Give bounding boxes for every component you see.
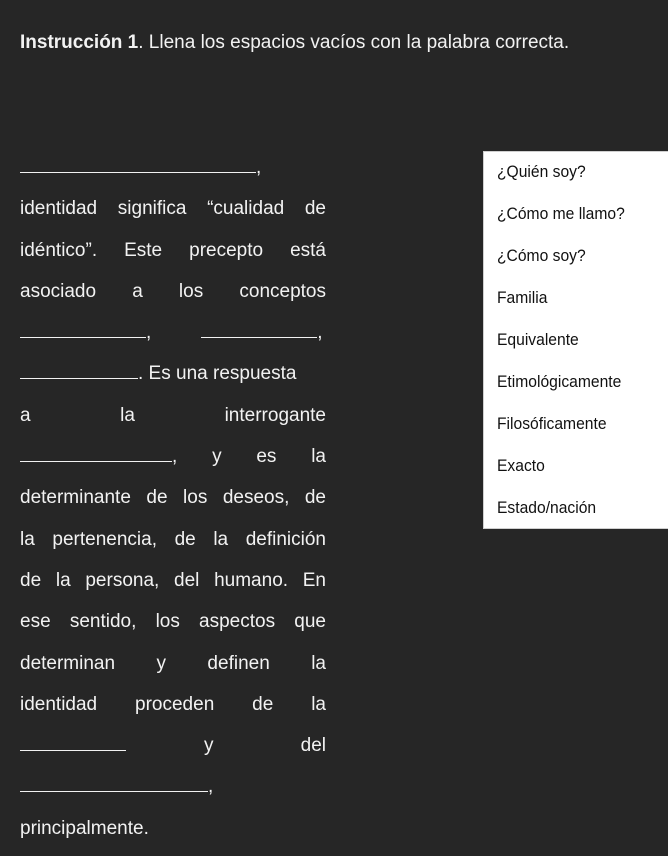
passage-line: , bbox=[20, 154, 326, 195]
passage-line: de la persona, del humano. En bbox=[20, 569, 326, 591]
passage-line: idéntico”. Este precepto está bbox=[20, 239, 326, 261]
word-bank bbox=[483, 151, 668, 529]
passage-line: determinan y definen la bbox=[20, 652, 326, 674]
passage-line: y del bbox=[20, 732, 326, 773]
word-bank-item[interactable]: Exacto bbox=[497, 456, 545, 475]
word-bank-item[interactable]: Filosóficamente bbox=[497, 414, 607, 433]
blank-2[interactable] bbox=[20, 321, 146, 338]
passage-line: la pertenencia, de la definición bbox=[20, 528, 326, 550]
word-bank-item[interactable]: ¿Cómo me llamo? bbox=[497, 204, 625, 223]
passage-line: determinante de los deseos, de bbox=[20, 487, 326, 509]
blank-1[interactable] bbox=[20, 156, 256, 173]
passage-line: principalmente. bbox=[20, 817, 149, 839]
word-bank-item[interactable]: Estado/nación bbox=[497, 498, 597, 517]
word-bank-item[interactable]: Familia bbox=[497, 288, 548, 307]
word-bank-item[interactable]: Equivalente bbox=[497, 330, 579, 349]
passage-line: asociado a los conceptos bbox=[20, 280, 326, 302]
word-bank-item[interactable]: ¿Quién soy? bbox=[497, 162, 586, 181]
blank-6[interactable] bbox=[20, 734, 126, 751]
passage-line: , , bbox=[20, 319, 326, 360]
passage-line: , y es la bbox=[20, 443, 326, 484]
instruction-text: . Llena los espacios vacíos con la palabra correcta. bbox=[138, 32, 570, 53]
fill-in-passage bbox=[20, 154, 326, 856]
instruction bbox=[20, 22, 580, 63]
passage-line: , bbox=[20, 773, 326, 814]
instruction-label: Instrucción 1 bbox=[20, 32, 139, 53]
blank-5[interactable] bbox=[20, 445, 172, 462]
blank-3[interactable] bbox=[201, 321, 317, 338]
passage-line: a la interrogante bbox=[20, 404, 326, 426]
passage-line: identidad significa “cualidad de bbox=[20, 198, 326, 220]
word-bank-item[interactable]: Etimológicamente bbox=[497, 372, 622, 391]
passage-line: . Es una respuesta bbox=[20, 360, 326, 401]
passage-line: ese sentido, los aspectos que bbox=[20, 611, 326, 633]
word-bank-item[interactable]: ¿Cómo soy? bbox=[497, 246, 586, 265]
blank-4[interactable] bbox=[20, 362, 138, 379]
blank-7[interactable] bbox=[20, 775, 208, 792]
passage-line: identidad proceden de la bbox=[20, 693, 326, 715]
